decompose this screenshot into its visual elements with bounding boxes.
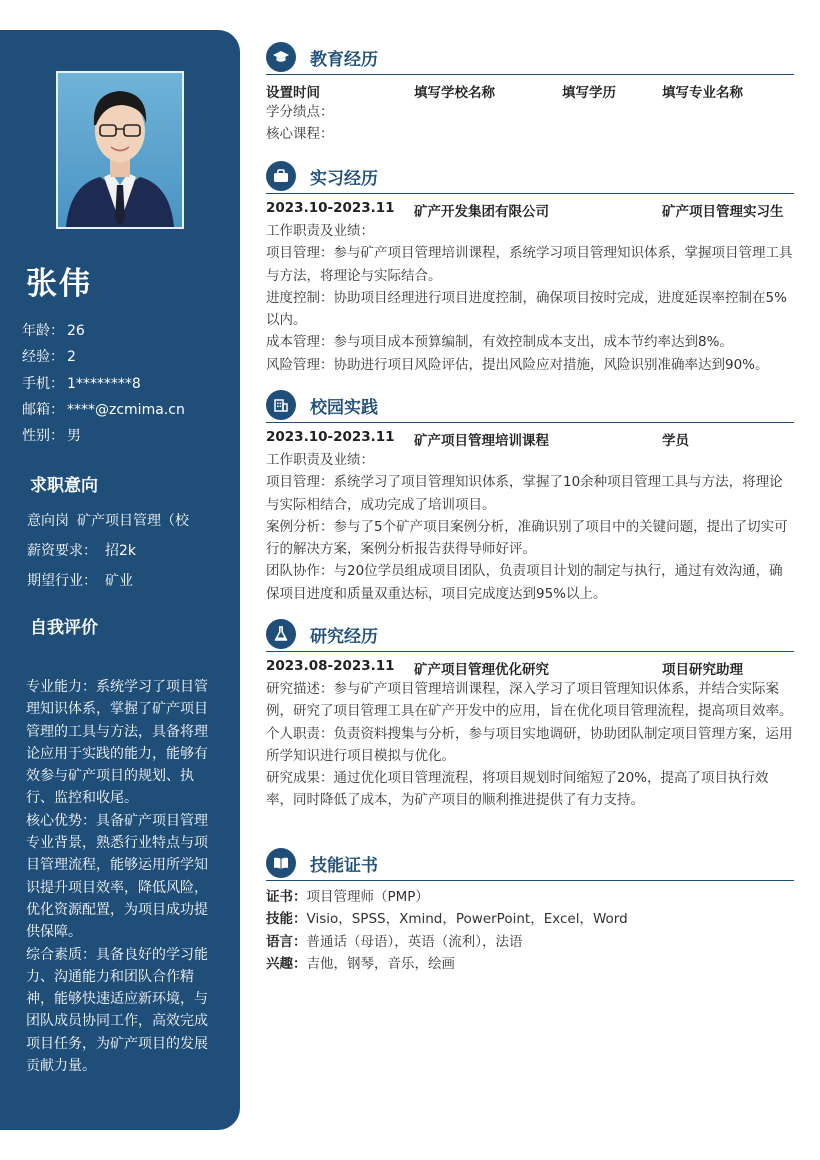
campus-time: 2023.10-2023.11 (266, 429, 395, 445)
education-section (266, 42, 794, 146)
self-eval-paragraph: 专业能力：系统学习了项目管理知识体系，掌握了矿产项目管理的工具与方法，具备将理论应用于实践的能力，能够有效参与矿产项目的规划、执行、监控和收尾。 (26, 679, 208, 807)
intern-org: 矿产开发集团有限公司 (414, 204, 549, 220)
section-header (266, 161, 794, 194)
self-evaluation (26, 676, 218, 1077)
research-details: 研究描述：参与矿产项目管理培训课程，深入学习了项目管理知识体系，并结合实际案例，研究了项目管理工具在矿产开发中的应用，旨在优化项目管理流程，提高项目效率。 个人职责：负责资料搜集与分析，参与项目实地调研，协助团队制定项目管理方案，运用所学知识进行项目模拟与优化。 研究成果：通过优化项目管理流程，将项目规划时间缩短了20%，提高了项目执行效率，同时降低了成本，为矿产项目的顺利推进提供了有力支持。 (266, 681, 793, 809)
intent-salary: 薪资要求： 招2k (27, 543, 137, 559)
edu-time: 设置时间 (266, 85, 320, 101)
job-intent (27, 506, 232, 596)
campus-section (266, 390, 794, 605)
briefcase-icon (266, 161, 296, 191)
campus-org: 矿产项目管理培训课程 (414, 433, 549, 449)
internship-details: 工作职责及业绩： 项目管理：参与矿产项目管理培训课程，系统学习项目管理知识体系，掌握项目管理工具与方法，将理论与实际结合。 进度控制：协助项目经理进行项目进度控制，确保项目按时完成，进度延误率控制在5%以内。 成本管理：参与项目成本预算编制，有效控制成本支出，成本节约率达到8%。 风险管理：协助进行项目风险评估，提出风险应对措施，风险识别准确率达到90%。 (266, 223, 793, 373)
graduation-cap-icon (266, 42, 296, 72)
info-email: 邮箱： ****@zcmima.cn (22, 401, 185, 418)
info-gender: 性别： 男 (22, 428, 81, 445)
section-title: 实习经历 (310, 169, 378, 189)
section-title: 研究经历 (310, 627, 378, 647)
edu-major: 填写专业名称 (662, 85, 743, 101)
skills-list (266, 886, 794, 975)
skill-languages: 语言：普通话（母语），英语（流利），法语 (266, 933, 523, 950)
skills-section (266, 848, 794, 975)
skill-tools: 技能：Visio，SPSS，Xmind，PowerPoint，Excel，Word (266, 911, 628, 928)
intent-position: 意向岗 矿产项目管理（校 (27, 513, 189, 529)
internship-section (266, 161, 794, 376)
intern-time: 2023.10-2023.11 (266, 200, 395, 216)
research-section (266, 619, 794, 812)
portrait-image (58, 73, 182, 227)
building-icon (266, 390, 296, 420)
section-title: 技能证书 (310, 856, 378, 876)
campus-details: 工作职责及业绩： 项目管理：系统学习了项目管理知识体系，掌握了10余种项目管理工具与方法，将理论与实际相结合，成功完成了培训项目。 案例分析：参与了5个矿产项目案例分析，准确识别了项目中的关键问题，提出了切实可行的解决方案，案例分析报告获得导师好评。 团队协作：与20位学员组成项目团队，负责项目计划的制定与执行，通过有效沟通，确保项目进度和质量双重达标，项目完成度达到95%以上。 (266, 452, 788, 602)
internship-row (266, 198, 794, 220)
skill-interests: 兴趣：吉他，钢琴，音乐，绘画 (266, 955, 455, 972)
section-title: 教育经历 (310, 50, 378, 70)
section-header (266, 42, 794, 75)
basic-info (22, 318, 232, 449)
edu-degree: 填写学历 (562, 85, 616, 101)
skill-certificate: 证书：项目管理师（PMP） (266, 889, 429, 905)
intent-heading: 求职意向 (30, 476, 98, 496)
research-org: 矿产项目管理优化研究 (414, 662, 549, 678)
section-title: 校园实践 (310, 398, 378, 418)
campus-row (266, 427, 794, 449)
self-eval-paragraph: 核心优势：具备矿产项目管理专业背景，熟悉行业特点与项目管理流程，能够运用所学知识提升项目效率，降低风险，优化资源配置，为项目成功提供保障。 (26, 812, 208, 941)
campus-role: 学员 (662, 433, 689, 449)
book-icon (266, 848, 296, 878)
education-row (266, 79, 794, 101)
section-header (266, 619, 794, 652)
self-eval-heading: 自我评价 (30, 618, 98, 638)
edu-school: 填写学校名称 (414, 85, 495, 101)
sidebar (0, 30, 240, 1130)
education-details: 学分绩点： 核心课程： (266, 104, 334, 143)
intern-role: 矿产项目管理实习生 (662, 204, 784, 220)
info-age: 年龄： 26 (22, 323, 85, 339)
research-time: 2023.08-2023.11 (266, 658, 395, 674)
flask-icon (266, 619, 296, 649)
self-eval-paragraph: 综合素质：具备良好的学习能力、沟通能力和团队合作精神，能够快速适应新环境，与团队成员协同工作，高效完成项目任务，为矿产项目的发展贡献力量。 (26, 946, 208, 1075)
section-header (266, 848, 794, 881)
person-name: 张伟 (26, 266, 92, 302)
research-row (266, 656, 794, 678)
research-role: 项目研究助理 (662, 662, 743, 678)
avatar (56, 71, 184, 229)
info-experience: 经验： 2 (22, 349, 76, 366)
info-phone: 手机： 1********8 (22, 375, 141, 392)
intent-industry: 期望行业： 矿业 (27, 573, 133, 589)
section-header (266, 390, 794, 423)
